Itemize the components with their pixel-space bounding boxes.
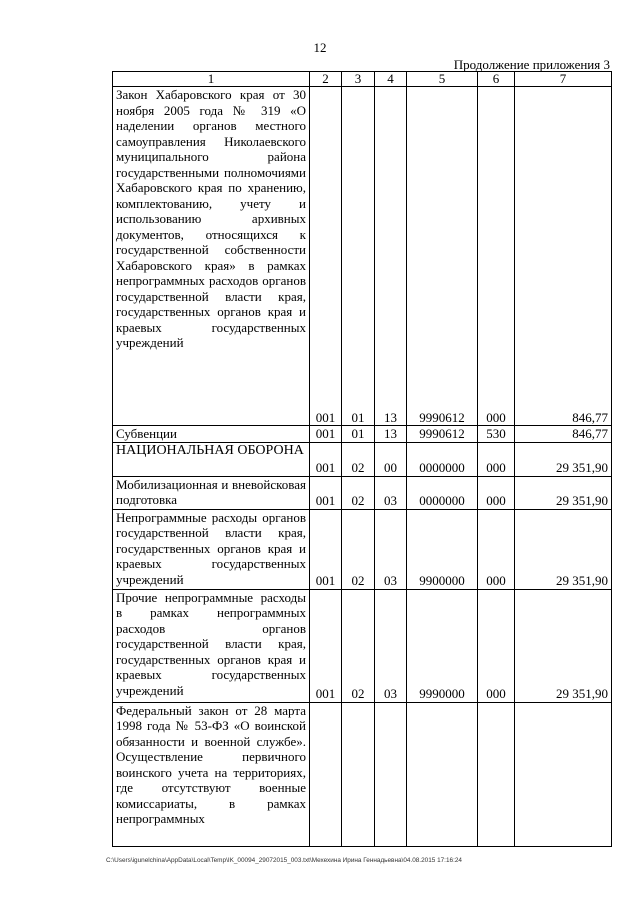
table-row — [113, 509, 612, 589]
code-cell — [342, 702, 375, 846]
row-name: НАЦИОНАЛЬНАЯ ОБОРОНА — [113, 442, 310, 476]
header-cell: 2 — [310, 72, 342, 87]
table-row — [113, 442, 612, 476]
code-cell: 000 — [478, 442, 515, 476]
code-cell: 9990000 — [407, 589, 478, 702]
row-name: Федеральный закон от 28 марта 1998 года № 53-ФЗ «О воинской обязанности и военной службе». Осуществление первичного воинского учета на территориях, где отсутствуют военные комиссариаты, в рамках непрограммных — [113, 702, 310, 846]
code-cell: 001 — [310, 442, 342, 476]
code-cell: 530 — [478, 426, 515, 443]
header-cell: 5 — [407, 72, 478, 87]
code-cell: 02 — [342, 476, 375, 509]
code-cell: 9900000 — [407, 509, 478, 589]
code-cell: 01 — [342, 87, 375, 426]
amount-cell: 29 351,90 — [515, 476, 612, 509]
code-cell: 000 — [478, 87, 515, 426]
table-row — [113, 476, 612, 509]
code-cell: 001 — [310, 589, 342, 702]
footer-file-path: C:\Users\igunelchina\AppData\Local\Temp\IK_00094_29072015_003.txt\Мехехина Ирина Геннадьевна\04.08.2015 17:16:24 — [106, 857, 462, 864]
amount-cell: 846,77 — [515, 426, 612, 443]
code-cell: 03 — [375, 589, 407, 702]
code-cell: 0000000 — [407, 476, 478, 509]
code-cell: 001 — [310, 509, 342, 589]
row-name: Закон Хабаровского края от 30 ноября 2005 года № 319 «О наделении органов местного самоуправления Николаевского муниципального района государственными полномочиями Хабаровского края по хранению, комплектованию, учету и использованию архивных документов, относящихся к государственной собственности Хабаровского края» в рамках непрограммных расходов органов государственной власти края, государственных органов края и краевых государственных учреждений — [113, 87, 310, 426]
row-name: Мобилизационная и вневойсковая подготовка — [113, 476, 310, 509]
code-cell — [407, 702, 478, 846]
code-cell: 9990612 — [407, 426, 478, 443]
code-cell: 01 — [342, 426, 375, 443]
amount-cell: 29 351,90 — [515, 442, 612, 476]
header-cell: 6 — [478, 72, 515, 87]
continuation-label: Продолжение приложения 3 — [453, 57, 610, 72]
amount-cell: 846,77 — [515, 87, 612, 426]
code-cell — [478, 702, 515, 846]
table-row — [113, 589, 612, 702]
table-header-row — [113, 72, 612, 87]
row-name: Прочие непрограммные расходы в рамках непрограммных расходов органов государственной власти края, государственных органов края и краевых государственных учреждений — [113, 589, 310, 702]
header-cell: 3 — [342, 72, 375, 87]
code-cell: 0000000 — [407, 442, 478, 476]
code-cell — [310, 702, 342, 846]
code-cell: 000 — [478, 509, 515, 589]
code-cell: 00 — [375, 442, 407, 476]
code-cell: 13 — [375, 87, 407, 426]
amount-cell: 29 351,90 — [515, 589, 612, 702]
row-name: Субвенции — [113, 426, 310, 443]
header-cell: 1 — [113, 72, 310, 87]
header-cell: 7 — [515, 72, 612, 87]
header-cell: 4 — [375, 72, 407, 87]
amount-cell: 29 351,90 — [515, 509, 612, 589]
row-name: Непрограммные расходы органов государственной власти края, государственных органов края и краевых государственных учреждений — [113, 509, 310, 589]
code-cell: 000 — [478, 589, 515, 702]
table-row — [113, 426, 612, 443]
code-cell: 02 — [342, 442, 375, 476]
code-cell: 03 — [375, 476, 407, 509]
table-row — [113, 702, 612, 846]
budget-table — [112, 71, 612, 847]
code-cell: 02 — [342, 589, 375, 702]
table-row — [113, 87, 612, 426]
code-cell: 001 — [310, 476, 342, 509]
code-cell: 03 — [375, 509, 407, 589]
code-cell: 9990612 — [407, 87, 478, 426]
code-cell: 001 — [310, 87, 342, 426]
code-cell: 13 — [375, 426, 407, 443]
code-cell: 001 — [310, 426, 342, 443]
code-cell — [375, 702, 407, 846]
page-number: 12 — [313, 40, 327, 55]
code-cell: 02 — [342, 509, 375, 589]
code-cell: 000 — [478, 476, 515, 509]
amount-cell — [515, 702, 612, 846]
